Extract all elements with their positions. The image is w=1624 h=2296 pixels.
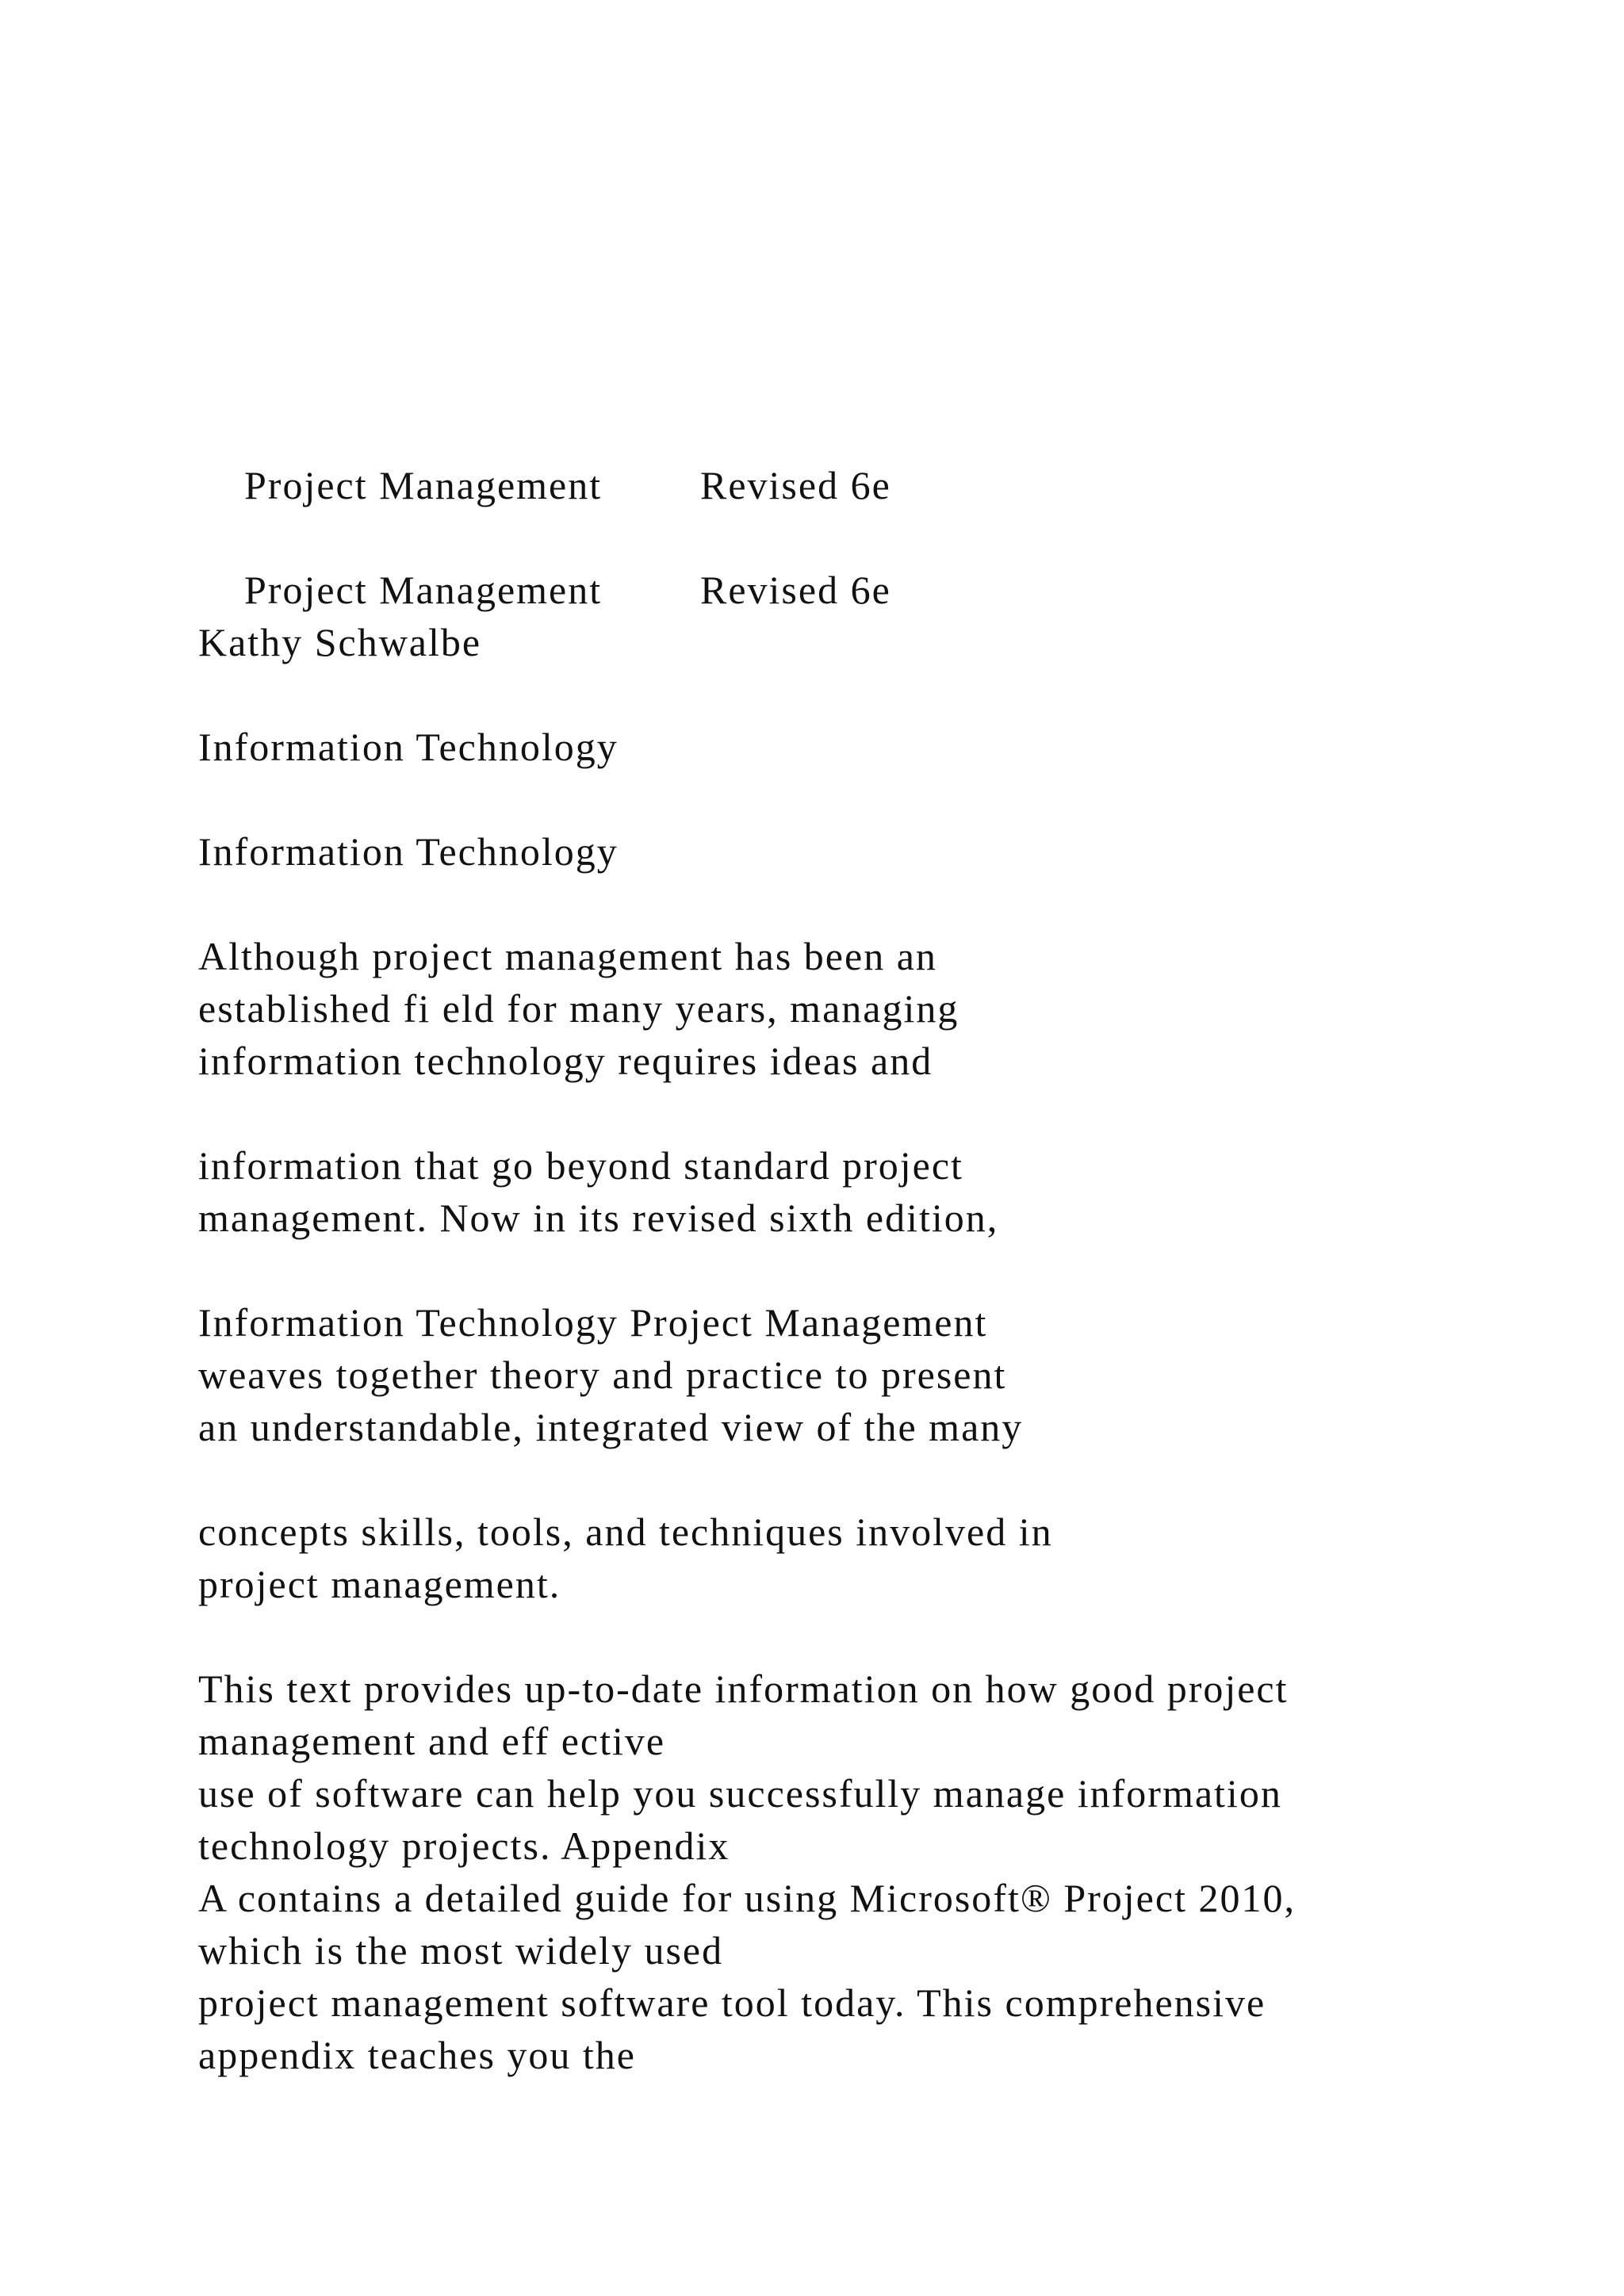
subtitle: Information Technology <box>198 725 619 769</box>
text-line: appendix teaches you the <box>198 2033 636 2077</box>
text-line: Information Technology Project Management <box>198 1300 988 1345</box>
edition-label: Revised 6e <box>700 463 891 507</box>
text-line: management. Now in its revised sixth edition, <box>198 1196 999 1240</box>
paragraph-3 <box>198 1296 1530 1453</box>
edition-label: Revised 6e <box>700 568 891 612</box>
text-line: information technology requires ideas and <box>198 1039 933 1083</box>
text-line: information that go beyond standard project <box>198 1143 963 1188</box>
text-line: weaves together theory and practice to present <box>198 1353 1007 1397</box>
paragraph-2 <box>198 1139 1530 1244</box>
paragraph-5 <box>198 1663 1530 2081</box>
book-title: Project Management <box>244 568 603 612</box>
text-line: which is the most widely used <box>198 1928 724 1973</box>
text-line: concepts skills, tools, and techniques involved in <box>198 1510 1053 1554</box>
text-line: Although project management has been an <box>198 934 937 978</box>
document-page <box>198 407 1530 2081</box>
text-line: A contains a detailed guide for using Microsoft® Project 2010, <box>198 1876 1296 1920</box>
text-line: management and eff ective <box>198 1719 666 1763</box>
header-row-2 <box>198 511 1530 612</box>
text-line: technology projects. Appendix <box>198 1823 730 1868</box>
text-line: established fi eld for many years, managing <box>198 986 959 1031</box>
author-name: Kathy Schwalbe <box>198 620 482 664</box>
book-title: Project Management <box>244 463 603 507</box>
text-line: project management. <box>198 1562 561 1606</box>
subtitle: Information Technology <box>198 829 619 874</box>
paragraph-4 <box>198 1506 1530 1610</box>
text-line: project management software tool today. This comprehensive <box>198 1980 1266 2025</box>
paragraph-1 <box>198 930 1530 1087</box>
header-row-1 <box>198 407 1530 507</box>
text-line: an understandable, integrated view of the many <box>198 1405 1024 1449</box>
text-line: use of software can help you successfully manage information <box>198 1771 1282 1816</box>
text-line: This text provides up-to-date information on how good project <box>198 1667 1289 1711</box>
